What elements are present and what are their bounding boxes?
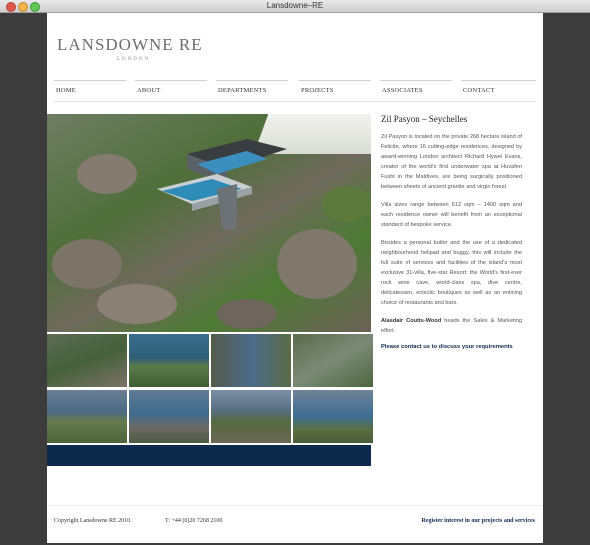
title-bar <box>0 0 590 13</box>
gallery-thumbnail[interactable] <box>211 334 291 387</box>
nav-label: ABOUT <box>137 87 161 94</box>
main-navigation <box>54 80 536 100</box>
brand-location: LONDON <box>117 57 151 62</box>
nav-item-departments[interactable] <box>216 80 288 101</box>
nav-item-projects[interactable] <box>299 80 371 101</box>
contact-cta-link[interactable]: Please contact us to discuss your requirements <box>381 344 513 350</box>
gallery-thumbnail[interactable] <box>129 334 209 387</box>
brand-logo[interactable]: LANSDOWNE RE <box>57 35 203 54</box>
gallery-thumbnail[interactable] <box>293 334 373 387</box>
contact-name: Alasdair Coutts-Wood <box>381 318 442 324</box>
gallery-thumbnail[interactable] <box>211 390 291 443</box>
gallery-thumbnail[interactable] <box>129 390 209 443</box>
nav-label: DEPARTMENTS <box>218 87 267 94</box>
gallery-thumbnail[interactable] <box>293 390 373 443</box>
project-article <box>381 114 522 350</box>
nav-item-contact[interactable] <box>461 80 536 101</box>
nav-label: HOME <box>56 87 76 94</box>
nav-item-about[interactable] <box>135 80 207 101</box>
footer-divider <box>47 505 543 506</box>
window-title: Lansdowne–RE <box>266 1 324 10</box>
article-paragraph: Besides a personal butler and the use of a dedicated neighbourhood helipad and buggy, this will include the full suite of services and facilities of the island's most exclusive 31-villa, five-star Resort: the World's first-ever rock wine cave, world-class spa, dive centre, delicatessen, eclectic boutiques as well as an enticing choice of restaurants and bars. <box>381 240 522 306</box>
nav-label: CONTACT <box>463 87 495 94</box>
nav-item-associates[interactable] <box>380 80 452 101</box>
footer-copyright: Copyright Lansdowne RE 2010. <box>54 518 132 524</box>
article-title: Zil Pasyon – Seychelles <box>381 114 468 124</box>
gallery-thumbnail[interactable] <box>47 334 127 387</box>
web-page <box>47 13 543 543</box>
nav-label: PROJECTS <box>301 87 334 94</box>
article-paragraph: Villa sizes range between 612 sqm – 1400 sqm and each residence owner will benefit from an exceptional standard of bespoke service. <box>381 202 522 228</box>
gallery-thumbnail[interactable] <box>47 390 127 443</box>
article-paragraph <box>381 316 522 336</box>
article-paragraph: Zil Pasyon is located on the private 268 hectare island of Felicite, where 16 cutting-edge residences, designed by award-winning London architect Richard Hywel Evans, creator of the world's first underwater spa at Huvafen Fushi in the Maldives, are being surgically positioned between sheets of ancient granite and virgin forest. <box>381 134 522 190</box>
register-interest-link[interactable]: Register interest in our projects and services <box>421 518 535 524</box>
granite-rocks <box>47 114 371 332</box>
hero-image <box>47 114 371 332</box>
footer-phone: T: +44 (0)20 7268 2100 <box>165 518 223 524</box>
nav-divider <box>54 101 536 102</box>
nav-item-home[interactable] <box>54 80 126 101</box>
nav-label: ASSOCIATES <box>382 87 423 94</box>
contact-role: heads the Sales & Marketing effort. <box>381 318 522 334</box>
gallery-caption-bar <box>47 445 371 466</box>
